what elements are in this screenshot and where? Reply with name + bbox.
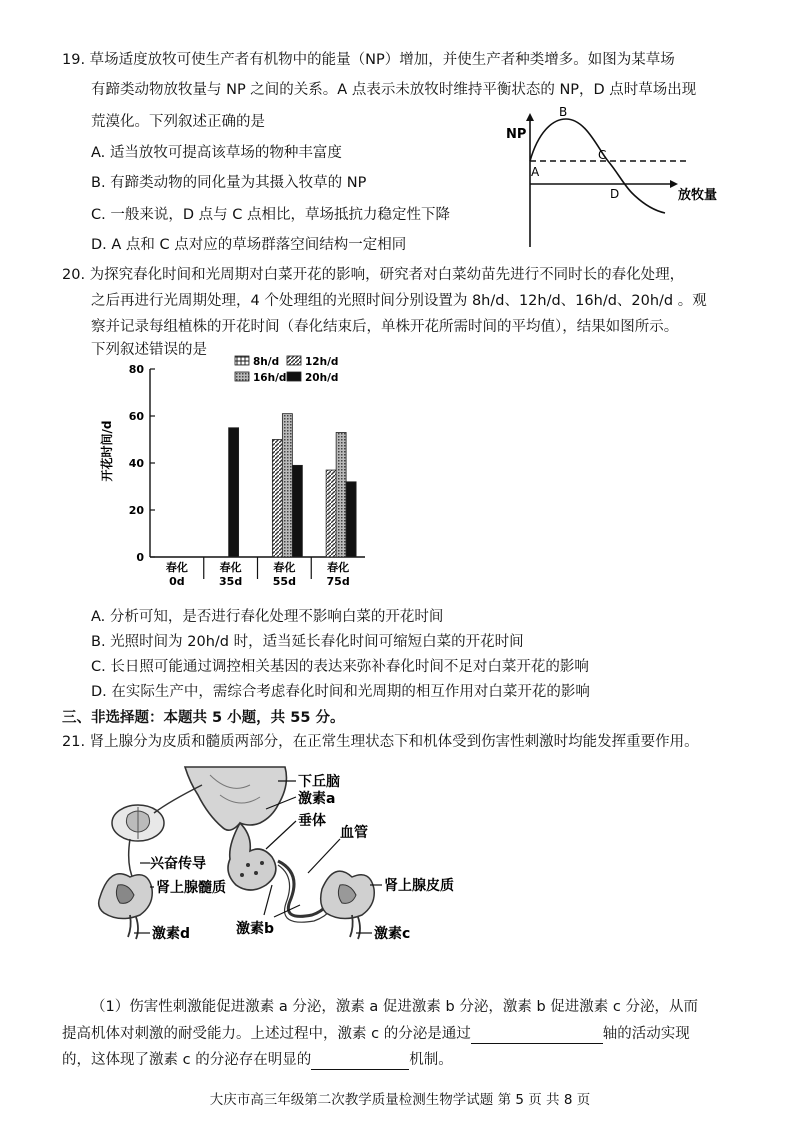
answer-blank-axis[interactable] xyxy=(471,1027,603,1044)
label-vessel: 血管 xyxy=(340,825,368,841)
bar-55d-12h-d xyxy=(272,440,282,558)
y-tick-label: 20 xyxy=(128,504,144,517)
bar-35d-20h-d xyxy=(229,428,239,557)
q21-sub1-line-2a: 提高机体对刺激的耐受能力。上述过程中，激素 c 的分泌是通过 xyxy=(62,1026,471,1042)
q19-line-3: 荒漠化。下列叙述正确的是 xyxy=(91,114,265,130)
q19-option-c[interactable]: C. 一般来说，D 点与 C 点相比，草场抵抗力稳定性下降 xyxy=(91,207,450,223)
q20-line-4: 下列叙述错误的是 xyxy=(91,342,207,358)
answer-blank-mechanism[interactable] xyxy=(311,1053,409,1070)
label-excitation: 兴奋传导 xyxy=(150,856,206,872)
label-hormone-d: 激素d xyxy=(152,926,191,942)
label-pituitary: 垂体 xyxy=(298,813,326,829)
brain-icon xyxy=(185,767,286,830)
q21-sub1-line-3 xyxy=(62,1050,453,1070)
bar-75d-20h-d xyxy=(346,482,356,557)
q19-line-2: 有蹄类动物放牧量与 NP 之间的关系。A 点表示未放牧时维持平衡状态的 NP，D 点时草场出现 xyxy=(91,82,697,98)
chart-bars xyxy=(229,414,357,557)
y-tick-label: 40 xyxy=(128,457,144,470)
pointer-pituitary xyxy=(266,821,296,849)
nerve-path-top xyxy=(154,785,202,813)
label-hormone-b: 激素b xyxy=(236,921,275,937)
label-hormone-a: 激素a xyxy=(298,791,336,807)
q19-option-d[interactable]: D. A 点和 C 点对应的草场群落空间结构一定相同 xyxy=(91,237,407,253)
q20-line-1: 20. 为探究春化时间和光周期对白菜开花的影响，研究者对白菜幼苗先进行不同时长的春化处理， xyxy=(62,267,685,283)
q21-sub1-line-2b: 轴的活动实现 xyxy=(602,1026,690,1042)
np-graph xyxy=(500,105,740,250)
q21-line-1: 21. 肾上腺分为皮质和髓质两部分，在正常生理状态下和机体受到伤害性刺激时均能发挥重要作用。 xyxy=(62,734,699,750)
legend-label: 12h/d xyxy=(305,356,339,368)
q20-line-2: 之后再进行光周期处理，4 个处理组的光照时间分别设置为 8h/d、12h/d、16h/d、20h/d 。观 xyxy=(91,293,707,309)
np-xlabel: 放牧量 xyxy=(678,188,718,203)
y-tick-label: 80 xyxy=(128,363,144,376)
legend-label: 16h/d xyxy=(253,372,287,384)
adrenal-cortex-icon xyxy=(321,871,375,939)
bar-55d-20h-d xyxy=(292,465,302,557)
legend-swatch xyxy=(235,356,249,365)
legend-swatch xyxy=(235,372,249,381)
np-point-c: C xyxy=(598,148,607,162)
q20-line-3: 察并记录每组植株的开花时间（春化结束后，单株开花所需时间的平均值），结果如图所示。 xyxy=(91,319,679,335)
x-tick-label: 春化 xyxy=(327,561,350,574)
bar-75d-16h-d xyxy=(336,432,346,557)
np-ylabel: NP xyxy=(506,127,527,142)
q20-option-d[interactable]: D. 在实际生产中，需综合考虑春化时间和光周期的相互作用对白菜开花的影响 xyxy=(91,684,590,700)
q19-option-a[interactable]: A. 适当放牧可提高该草场的物种丰富度 xyxy=(91,145,342,161)
x-tick-label: 35d xyxy=(219,575,243,588)
bar-55d-16h-d xyxy=(282,414,292,557)
q21-sub1-line-3a: 的，这体现了激素 c 的分泌存在明显的 xyxy=(62,1052,312,1068)
pointer-vessel xyxy=(308,839,340,873)
x-tick-label: 55d xyxy=(272,575,296,588)
spinal-cord-icon xyxy=(112,805,164,841)
np-x-arrow xyxy=(670,180,678,188)
q21-sub1-line-2 xyxy=(62,1024,690,1044)
chart-ylabel: 开花时间/d xyxy=(100,420,114,482)
flowering-bar-chart xyxy=(95,355,375,605)
x-tick-label: 75d xyxy=(326,575,350,588)
q20-option-b[interactable]: B. 光照时间为 20h/d 时，适当延长春化时间可缩短白菜的开花时间 xyxy=(91,634,524,650)
legend-swatch xyxy=(287,356,301,365)
bar-75d-12h-d xyxy=(326,470,336,557)
legend-label: 8h/d xyxy=(253,356,280,368)
adrenal-diagram xyxy=(90,765,510,960)
q21-sub1-line-1: （1）伤害性刺激能促进激素 a 分泌，激素 a 促进激素 b 分泌，激素 b 促进激素 c 分泌，从而 xyxy=(91,999,698,1015)
label-cortex: 肾上腺皮质 xyxy=(384,878,454,894)
chart-x-labels xyxy=(166,557,350,588)
q20-option-a[interactable]: A. 分析可知，是否进行春化处理不影响白菜的开花时间 xyxy=(91,609,444,625)
np-point-a: A xyxy=(531,165,540,179)
pituitary-icon xyxy=(228,823,276,890)
page-footer: 大庆市高三年级第二次教学质量检测生物学试题 第 5 页 共 8 页 xyxy=(209,1092,591,1108)
label-medulla: 肾上腺髓质 xyxy=(156,880,226,896)
q19-line-1: 19. 草场适度放牧可使生产者有机物中的能量（NP）增加，并使生产者种类增多。如图为某草场 xyxy=(62,52,675,68)
np-point-b: B xyxy=(559,105,568,119)
y-tick-label: 0 xyxy=(136,551,144,564)
x-tick-label: 春化 xyxy=(273,561,296,574)
x-tick-label: 春化 xyxy=(219,561,242,574)
legend-label: 20h/d xyxy=(305,372,339,384)
chart-y-ticks xyxy=(129,363,155,564)
pointer-hormone-b-1 xyxy=(264,885,272,915)
np-curve xyxy=(530,119,665,213)
section-3-title: 三、非选择题：本题共 5 小题，共 55 分。 xyxy=(62,710,345,726)
y-tick-label: 60 xyxy=(128,410,144,423)
x-tick-label: 0d xyxy=(169,575,185,588)
np-y-arrow xyxy=(526,113,534,121)
label-hypothalamus: 下丘脑 xyxy=(298,774,340,790)
adrenal-medulla-icon xyxy=(99,874,153,939)
x-tick-label: 春化 xyxy=(165,561,188,574)
q21-sub1-line-3b: 机制。 xyxy=(409,1052,453,1068)
nerve-path-down xyxy=(129,839,134,881)
label-hormone-c: 激素c xyxy=(374,926,411,942)
np-point-d: D xyxy=(610,187,620,201)
q19-option-b[interactable]: B. 有蹄类动物的同化量为其摄入牧草的 NP xyxy=(91,175,367,191)
legend-swatch xyxy=(287,372,301,381)
q20-option-c[interactable]: C. 长日照可能通过调控相关基因的表达来弥补春化时间不足对白菜开花的影响 xyxy=(91,659,589,675)
chart-legend xyxy=(235,356,338,384)
